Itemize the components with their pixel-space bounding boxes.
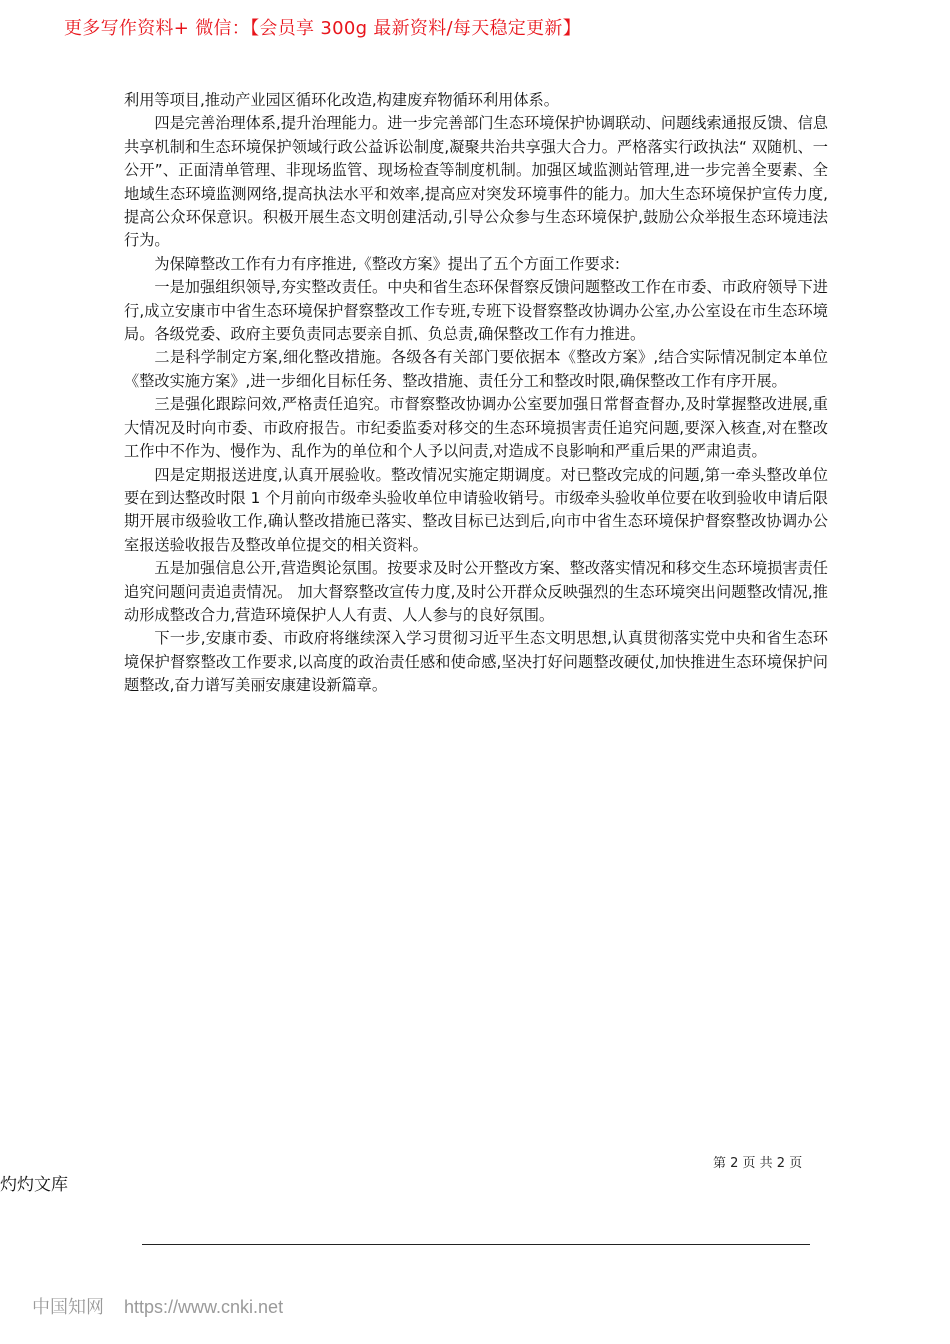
paragraph-6: 三是强化跟踪问效,严格责任追究。市督察整改协调办公室要加强日常督查督办,及时掌握整改进展,重大情况及时向市委、市政府报告。市纪委监委对移交的生态环境损害责任追究问题,要深入核查,对在整改工作中不作为、慢作为、乱作为的单位和个人予以问责,对造成不良影响和严重后果的严肃追责。 — [124, 395, 828, 461]
library-watermark: 灼灼文库 — [0, 1175, 68, 1195]
paragraph-2: 四是完善治理体系,提升治理能力。进一步完善部门生态环境保护协调联动、问题线索通报反馈、信息共享机制和生态环境保护领域行政公益诉讼制度,凝聚共治共享强大合力。严格落实行政执法“ 双随机、一公开”、正面清单管理、非现场监管、现场检查等制度机制。加强区域监测站管理,进一步完善全要素、全地域生态环境监测网络,提高执法水平和效率,提高应对突发环境事件的能力。加大生态环境保护宣传力度,提高公众环保意识。积极开展生态文明创建活动,引导公众参与生态环境保护,鼓励公众举报生态环境违法行为。 — [124, 114, 828, 250]
paragraph-3: 为保障整改工作有力有序推进,《整改方案》提出了五个方面工作要求: — [154, 254, 620, 273]
paragraph-5: 二是科学制定方案,细化整改措施。各级各有关部门要依据本《整改方案》,结合实际情况制定本单位《整改实施方案》,进一步细化目标任务、整改措施、责任分工和整改时限,确保整改工作有序开展。 — [124, 348, 828, 390]
paragraph-7: 四是定期报送进度,认真开展验收。整改情况实施定期调度。对已整改完成的问题,第一牵头整改单位要在到达整改时限 1 个月前向市级牵头验收单位申请验收销号。市级牵头验收单位要在收到验收申请后限期开展市级验收工作,确认整改措施已落实、整改目标已达到后,向市中省生态环境保护督察整改协调办公室报送验收报告及整改单位提交的相关资料。 — [124, 465, 828, 554]
footer-divider — [142, 1244, 810, 1245]
cnki-url: https://www.cnki.net — [124, 1297, 284, 1317]
paragraph-9: 下一步,安康市委、市政府将继续深入学习贯彻习近平生态文明思想,认真贯彻落实党中央和省生态环境保护督察整改工作要求,以高度的政治责任感和使命感,坚决打好问题整改硬仗,加快推进生态环境保护问题整改,奋力谱写美丽安康建设新篇章。 — [124, 629, 828, 695]
promo-banner: 更多写作资料+ 微信：【会员享 300g 最新资料/每天稳定更新】 — [64, 18, 581, 39]
paragraph-4: 一是加强组织领导,夯实整改责任。中央和省生态环保督察反馈问题整改工作在市委、市政府领导下进行,成立安康市中省生态环境保护督察整改工作专班,专班下设督察整改协调办公室,办公室设在市生态环境局。各级党委、政府主要负责同志要亲自抓、负总责,确保整改工作有力推进。 — [124, 278, 828, 344]
document-body — [124, 89, 828, 698]
cnki-name: 中国知网 — [32, 1297, 104, 1317]
paragraph-8: 五是加强信息公开,营造舆论氛围。按要求及时公开整改方案、整改落实情况和移交生态环境损害责任追究问题问责追责情况。 加大督察整改宣传力度,及时公开群众反映强烈的生态环境突出问题整改情况,推动形成整改合力,营造环境保护人人有责、人人参与的良好氛围。 — [124, 559, 828, 624]
page-number: 第 2 页 共 2 页 — [713, 1156, 803, 1171]
paragraph-1: 利用等项目,推动产业园区循环化改造,构建废弃物循环利用体系。 — [124, 91, 559, 109]
cnki-watermark — [32, 1293, 303, 1319]
